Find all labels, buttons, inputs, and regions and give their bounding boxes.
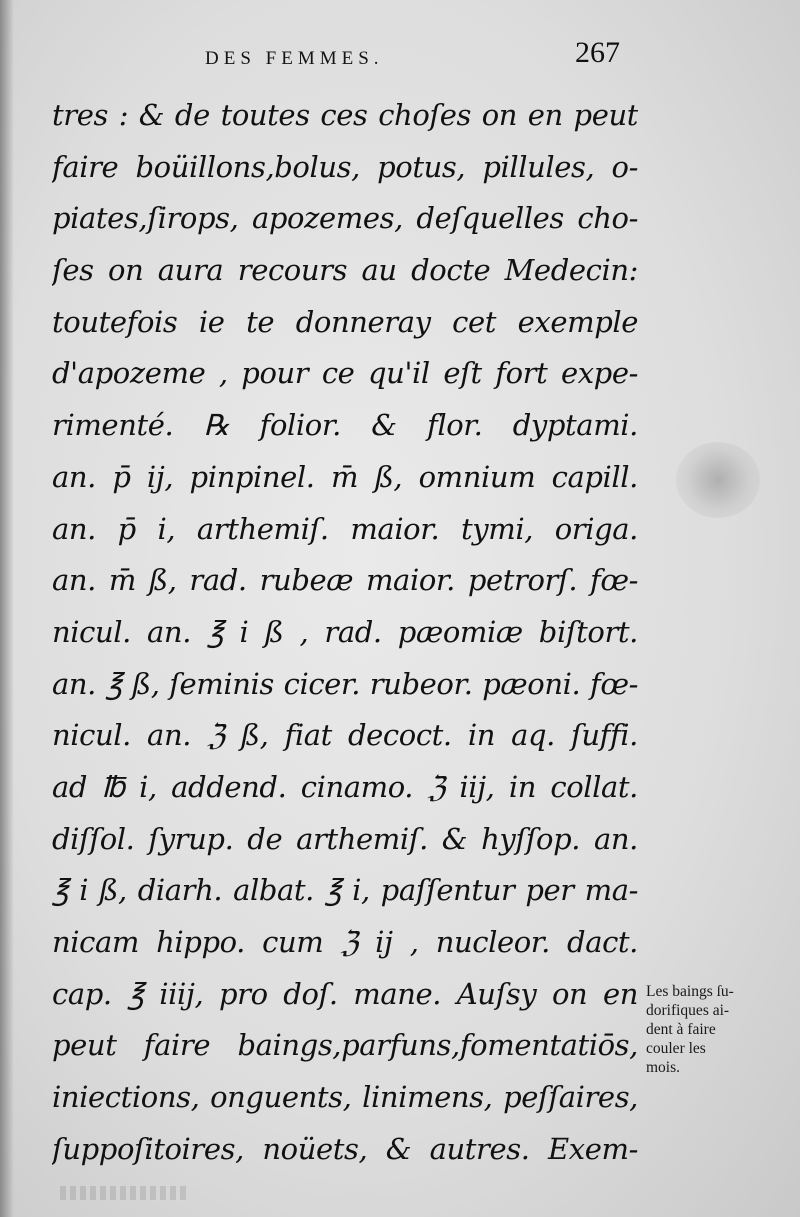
page-header [200, 36, 630, 86]
show-through-text [60, 1186, 190, 1200]
text-line: ſes on aura recours au docte Medecin: [52, 253, 638, 288]
text-line: nicul. an. ℥ i ß , rad. pæomiæ biſtort. [52, 614, 638, 649]
text-line: piates,ſirops, apozemes, deſquelles cho- [52, 201, 638, 236]
text-line: an. p̄ i, arthemiſ. maior. tymi, origa. [52, 511, 638, 546]
body-text [52, 90, 638, 1175]
text-line: iniections, onguents, linimens, peſſaires, [52, 1080, 638, 1115]
margin-note-line: dent à faire [646, 1021, 716, 1038]
text-line: an. m̄ ß, rad. rubeæ maior. petrorſ. fœ- [52, 563, 638, 598]
text-line: toutefois ie te donneray cet exemple [52, 304, 638, 339]
margin-note-line: Les baings ſu- [646, 983, 734, 1000]
margin-note-line: couler les [646, 1040, 706, 1057]
binding-shadow [0, 0, 14, 1217]
text-line: rimenté. ℞ folior. & flor. dyptami. [52, 408, 638, 443]
paper-stain [676, 442, 760, 518]
text-line: an. ℥ ß, ſeminis cicer. rubeor. pæoni. fœ- [52, 666, 638, 701]
text-line: faire boüillons,bolus, potus, pillules, o- [52, 149, 638, 184]
text-line: nicam hippo. cum ℨ ij , nucleor. dact. [52, 925, 638, 959]
page-number: 267 [575, 36, 620, 69]
text-line: peut faire baings,parfuns,fomentatiōs, [52, 1028, 638, 1063]
running-title: DES FEMMES. [205, 48, 384, 69]
text-line: cap. ℥ iiij, pro doſ. mane. Auſsy on en [52, 976, 638, 1011]
text-line: nicul. an. ℨ ß, fiat decoct. in aq. ſuffi. [52, 718, 638, 753]
text-line: ſuppoſitoires, noüets, & autres. Exem- [52, 1131, 638, 1166]
text-line: ad ℔ i, addend. cinamo. ℨ iij, in collat. [52, 769, 638, 804]
text-line: an. p̄ ij, pinpinel. m̄ ß, omnium capill. [52, 459, 638, 494]
margin-note [646, 982, 766, 1077]
text-line: diſſol. ſyrup. de arthemiſ. & hyſſop. an. [52, 821, 638, 856]
text-line: d'apozeme , pour ce qu'il eſt fort expe- [52, 356, 638, 391]
text-line: ℥ i ß, diarh. albat. ℥ i, paſſentur per ma- [52, 873, 638, 908]
text-line: tres : & de toutes ces choſes on en peut [52, 98, 638, 132]
margin-note-line: mois. [646, 1059, 681, 1076]
margin-note-line: dorifiques ai- [646, 1002, 730, 1019]
